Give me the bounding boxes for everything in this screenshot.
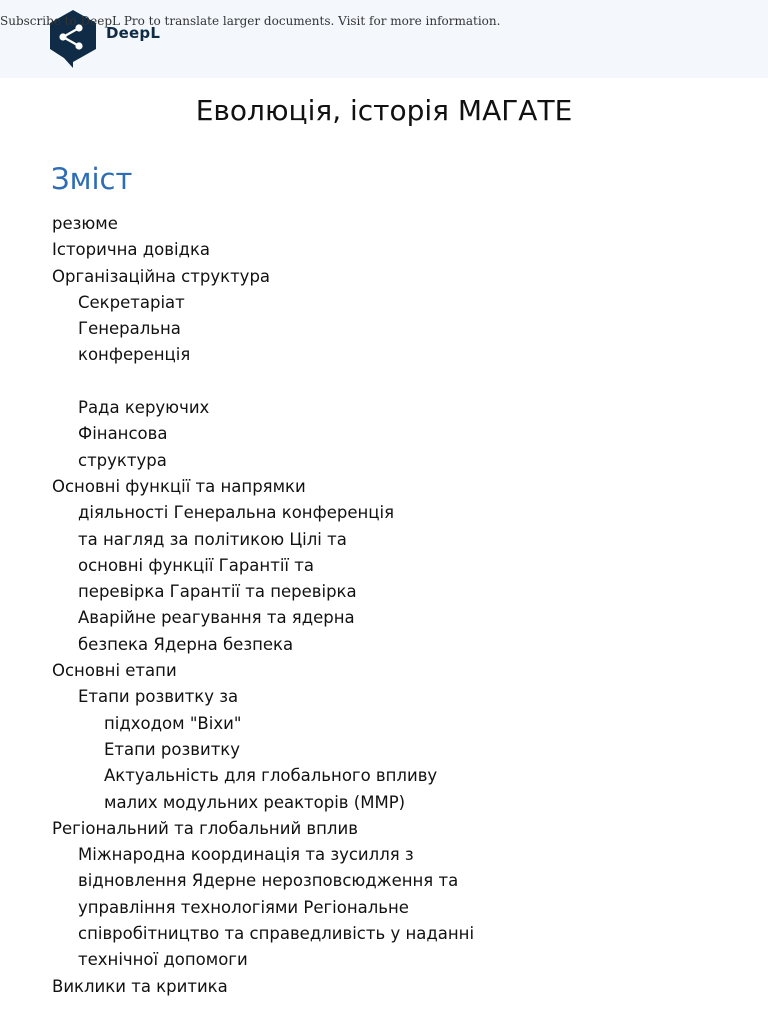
toc-entry[interactable]: діяльності Генеральна конференція: [78, 503, 394, 523]
toc-heading: Зміст: [51, 162, 133, 196]
toc-entry[interactable]: технічної допомоги: [78, 950, 248, 970]
toc-entry[interactable]: Етапи розвитку: [104, 739, 241, 759]
toc-entry[interactable]: Рада керуючих: [78, 398, 210, 418]
toc-entry[interactable]: Секретаріат: [78, 292, 185, 312]
toc-entry[interactable]: Етапи розвитку за: [78, 687, 239, 707]
document-title: Еволюція, історія МАГАТЕ: [195, 94, 573, 127]
toc-entry[interactable]: Організаційна структура: [52, 266, 271, 286]
toc-entry[interactable]: резюме: [52, 214, 118, 233]
toc-entry[interactable]: Генеральна: [78, 319, 181, 339]
toc-entry[interactable]: безпека Ядерна безпека: [78, 634, 294, 654]
toc-entry[interactable]: Актуальність для глобального впливу: [104, 766, 438, 786]
toc-entry[interactable]: Регіональний та глобальний вплив: [52, 818, 358, 838]
toc-entry[interactable]: Виклики та критика: [52, 976, 228, 996]
toc-entry[interactable]: Міжнародна координація та зусилля з: [78, 845, 414, 865]
toc-entry[interactable]: конференція: [78, 345, 191, 365]
toc-entry[interactable]: структура: [78, 450, 167, 470]
toc-entry[interactable]: управління технологіями Регіональне: [78, 897, 409, 917]
toc-entry[interactable]: Фінансова: [78, 424, 168, 444]
toc-entry[interactable]: підходом "Віхи": [104, 713, 242, 733]
toc-entry[interactable]: Історична довідка: [52, 240, 211, 260]
toc-entry[interactable]: співробітництво та справедливість у наданні: [78, 924, 475, 944]
toc-entry[interactable]: малих модульних реакторів (ММР): [104, 792, 406, 812]
deepl-brand-name: DeepL: [106, 24, 161, 42]
toc-entry[interactable]: основні функції Гарантії та: [78, 555, 314, 575]
table-of-contents: [0, 211, 474, 1000]
toc-entry[interactable]: Основні етапи: [52, 661, 177, 681]
subscription-notice[interactable]: Subscribe to DeepL Pro to translate larger documents. Visit for more information.: [0, 14, 501, 28]
toc-entry[interactable]: відновлення Ядерне нерозповсюдження та: [78, 871, 459, 891]
toc-entry[interactable]: перевірка Гарантії та перевірка: [78, 582, 357, 602]
toc-entry: [0, 369, 474, 395]
toc-entry[interactable]: Аварійне реагування та ядерна: [78, 608, 355, 628]
toc-entry[interactable]: та нагляд за політикою Цілі та: [78, 529, 347, 549]
toc-entry[interactable]: Основні функції та напрямки: [52, 476, 306, 496]
deepl-banner: [0, 0, 768, 78]
